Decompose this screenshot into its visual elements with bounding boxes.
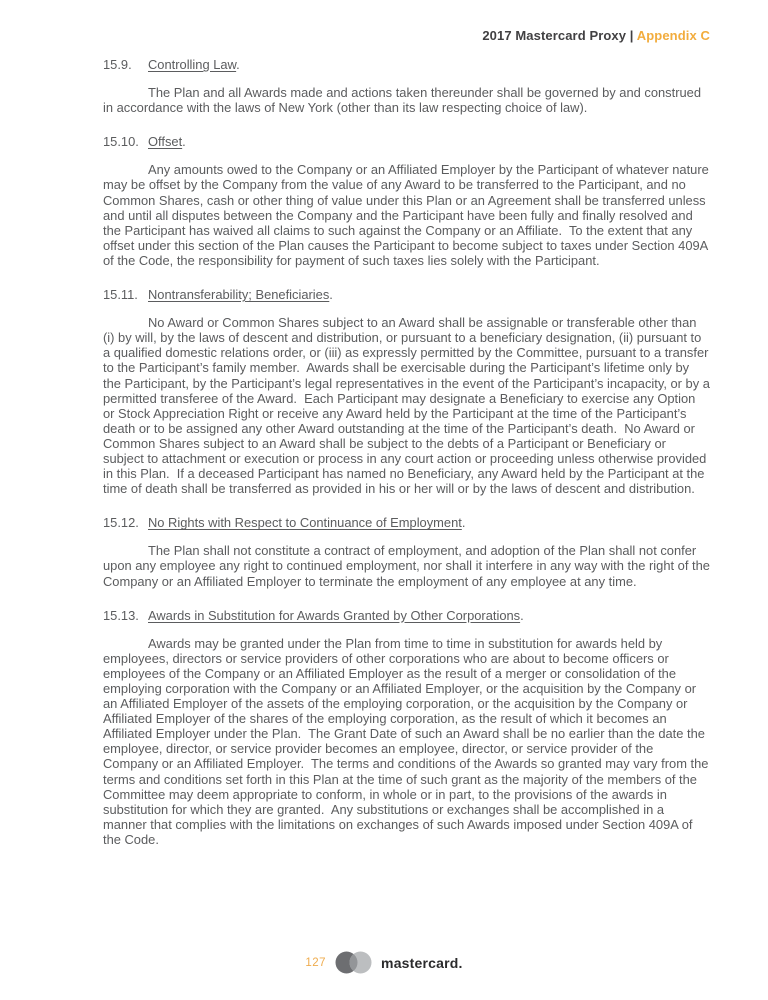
header-title: 2017 Mastercard Proxy | [482,28,637,43]
page-footer [0,951,768,974]
section-paragraph: Any amounts owed to the Company or an Affiliated Employer by the Participant of whatever nature may be offset by the Company from the value of any Award to be transferred to the Participant, and no Common Shares, cash or other thing of value under this Plan or an Agreement shall be transferred unless and until all disputes between the Company and the Participant have been fully and finally resolved and the Participant has waived all claims to such against the Company or an Affiliate. To the extent that any offset under this section of the Plan causes the Participant to become subject to taxes under Section 409A of the Code, the responsibility for payment of such taxes lies solely with the Participant. [103,162,713,268]
mastercard-logo-icon [335,951,372,974]
section-heading [103,57,710,72]
section-number: 15.11. [103,287,138,303]
section-number: 15.10. [103,134,139,150]
section-15-10 [103,134,713,268]
section-paragraph: The Plan shall not constitute a contract of employment, and adoption of the Plan shall not confer upon any employee any right to continued employment, nor shall it interfere in any way with the right of the Company or an Affiliated Employer to terminate the employment of any employee at any time. [103,543,714,589]
section-title: Offset [148,134,183,150]
section-heading [103,134,710,149]
page-number: 127 [305,956,327,969]
section-heading [103,608,710,623]
section-paragraph: Awards may be granted under the Plan from time to time in substitution for awards held by employees, directors or service providers of other corporations who are about to become officers or employees of the Company or an Affiliated Employer as the result of a merger or consolidation of the employing corporation with the Company or an Affiliated Employer, or the acquisition by the Company or an Affiliated Employer of the assets of the employing corporation, or the acquisition by the Company or Affiliated Employer of the shares of the employing corporation, as the result of which it becomes an Affiliated Employer under the Plan. The Grant Date of such an Award shall be no earlier than the date the employee, director, or service provider becomes an employee, director, or service provider of the Company or an Affiliated Employer. The terms and conditions of the Awards so granted may vary from the terms and conditions set forth in this Plan at the time of such grant as the majority of the members of the Committee may deem appropriate to conform, in whole or in part, to the provisions of the awards in substitution for which they are granted. Any substitutions or exchanges shall be accomplished in a manner that complies with the limitations on exchanges of such Awards imposed under Section 409A of the Code. [103,635,713,847]
section-title-period: . [329,287,333,303]
section-title: Nontransferability; Beneficiaries [148,287,330,303]
section-paragraph: The Plan and all Awards made and actions taken thereunder shall be governed by and construed in accordance with the laws of New York (other than its law respecting choice of law). [103,85,705,116]
section-15-11 [103,287,714,497]
section-title: Awards in Substitution for Awards Granted by Other Corporations [148,607,521,623]
header-appendix-label: Appendix C [636,28,710,43]
mastercard-wordmark [381,955,463,971]
section-title: No Rights with Respect to Continuance of Employment [148,515,462,531]
wordmark-period: . [458,954,463,971]
document-body [103,57,714,847]
section-number: 15.12. [103,515,139,531]
section-15-12 [103,515,714,589]
section-heading [103,287,710,302]
section-title-period: . [182,134,186,150]
section-15-9 [103,57,710,115]
section-title-period: . [461,515,466,531]
wordmark-text: mastercard [381,954,459,971]
section-title-period: . [520,607,524,623]
section-number: 15.13. [103,607,139,623]
section-heading [103,515,710,530]
section-paragraph: No Award or Common Shares subject to an Award shall be assignable or transferable other than (i) by will, by the laws of descent and distribution, or pursuant to a beneficiary designation, (ii) pursuant to a qualified domestic relations order, or (iii) as expressly permitted by the Committee, pursuant to a transfer to the Participant’s family member. Awards shall be exercisable during the Participant’s lifetime only by the Participant, by the Participant’s legal representatives in the event of the Participant’s incapacity, or by a permitted transferee of the Award. Each Participant may designate a Beneficiary to exercise any Option or Stock Appreciation Right or receive any Award held by the Participant at the time of the Participant’s death or to be assigned any other Award outstanding at the time of the Participant’s death. No Award or Common Shares subject to an Award shall be subject to the debts of a Participant or Beneficiary or subject to attachment or execution or process in any court action or proceeding unless otherwise provided in this Plan. If a deceased Participant has named no Beneficiary, any Award held by the Participant at the time of death shall be transferred as provided in his or her will or by the laws of descent and distribution. [103,315,714,497]
section-number: 15.9. [103,57,132,72]
section-title-period: . [236,57,240,72]
section-15-13 [103,607,713,847]
section-title: Controlling Law [148,57,237,72]
page-header [482,28,710,43]
